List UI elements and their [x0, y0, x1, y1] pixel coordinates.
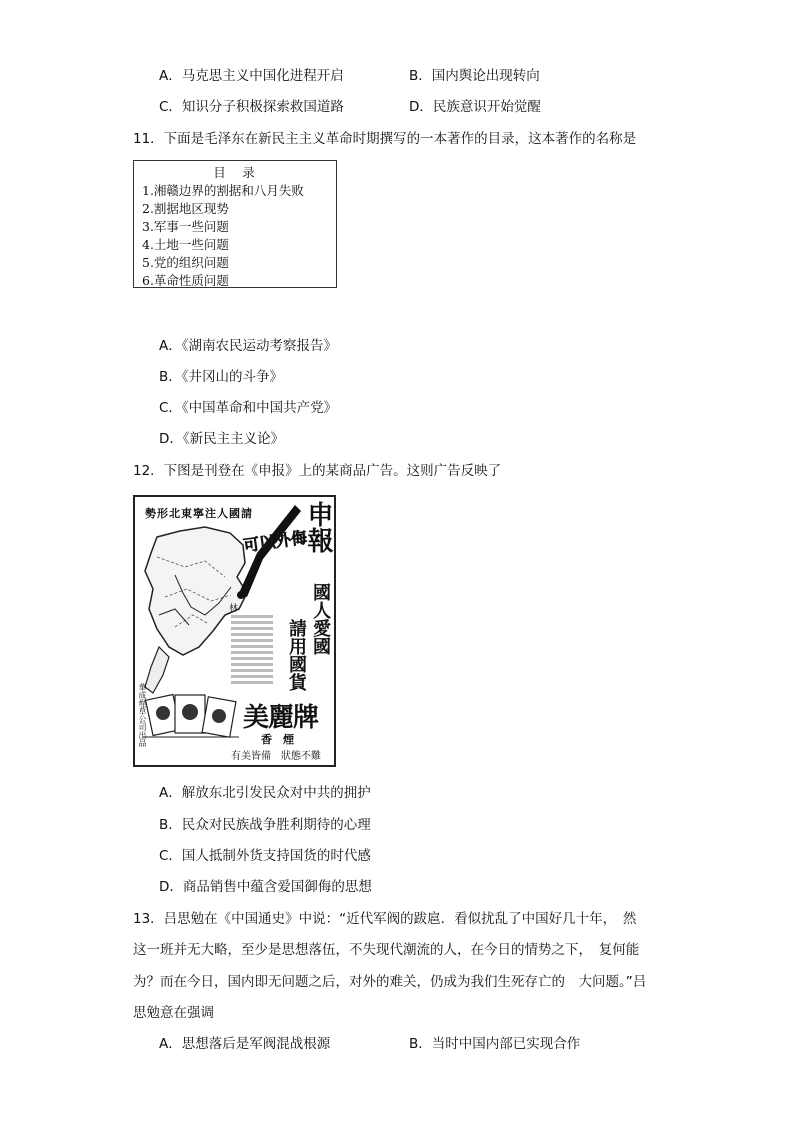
- toc-title: 目 录: [213, 165, 257, 180]
- toc-item: 6.革命性质问题: [142, 273, 229, 288]
- q11-option-d: D．《新民主主义论》: [159, 431, 285, 447]
- q13-line-3: 为？而在今日，国内即无问题之后，对外的难关，仍成为我们生死存亡的 大问题。”吕: [133, 974, 647, 990]
- q10-option-b: B．国内舆论出现转向: [409, 68, 540, 84]
- toc-item: 1.湘赣边界的割据和八月失败: [142, 183, 304, 198]
- ad-map-label: 林: [229, 604, 239, 614]
- ad-slogan-2: 請用國貨: [286, 619, 307, 691]
- q12-stem: 12．下图是刊登在《申报》上的某商品广告。这则广告反映了: [133, 463, 502, 479]
- q10-option-d: D．民族意识开始觉醒: [409, 99, 541, 115]
- ad-slogan-1: 國人愛國: [310, 583, 331, 655]
- ad-bottom-text: 有美皆備 狀態不難: [231, 751, 321, 762]
- q13-line-1: 13．吕思勉在《中国通史》中说：“近代军阀的跋扈．看似扰乱了中国好几十年， 然: [133, 911, 637, 927]
- newspaper-advertisement-image: [133, 495, 336, 767]
- toc-item: 3.军事一些问题: [142, 219, 229, 234]
- table-of-contents-box: [133, 160, 337, 288]
- q13-line-4: 思勉意在强调: [133, 1005, 214, 1021]
- ad-map-caption: 勢形北東寧注人國請: [145, 507, 253, 520]
- ad-newspaper-title: 申報: [303, 501, 333, 553]
- q13-option-a: A．思想落后是军阀混战根源: [159, 1036, 331, 1052]
- q13-line-2: 这一班并无大略，至少是思想落伍，不失现代潮流的人，在今日的情势之下， 复何能: [133, 942, 640, 958]
- ad-banner-text: 可以外侮: [242, 527, 309, 556]
- q11-option-b: B．《井冈山的斗争》: [159, 369, 284, 385]
- ad-side-text: 華成煙草公司出品: [138, 683, 147, 747]
- q10-option-a: A．马克思主义中国化进程开启: [159, 68, 344, 84]
- q12-option-d: D．商品销售中蕴含爱国御侮的思想: [159, 879, 372, 895]
- q12-option-c: C．国人抵制外货支持国货的时代感: [159, 848, 371, 864]
- q11-option-a: A．《湖南农民运动考察报告》: [159, 338, 337, 354]
- q12-option-b: B．民众对民族战争胜利期待的心理: [159, 817, 371, 833]
- q12-option-a: A．解放东北引发民众对中共的拥护: [159, 785, 371, 801]
- ad-product-label: 香 煙: [261, 733, 294, 746]
- toc-item: 4.土地一些问题: [142, 237, 229, 252]
- q10-option-c: C．知识分子积极探索救国道路: [159, 99, 344, 115]
- q11-stem: 11．下面是毛泽东在新民主主义革命时期撰写的一本著作的目录，这本著作的名称是: [133, 131, 637, 147]
- q11-option-c: C．《中国革命和中国共产党》: [159, 400, 338, 416]
- q13-option-b: B．当时中国内部已实现合作: [409, 1036, 581, 1052]
- ad-brand-name: 美麗牌: [243, 703, 319, 733]
- toc-item: 5.党的组织问题: [142, 255, 229, 270]
- toc-item: 2.割据地区现势: [142, 201, 229, 216]
